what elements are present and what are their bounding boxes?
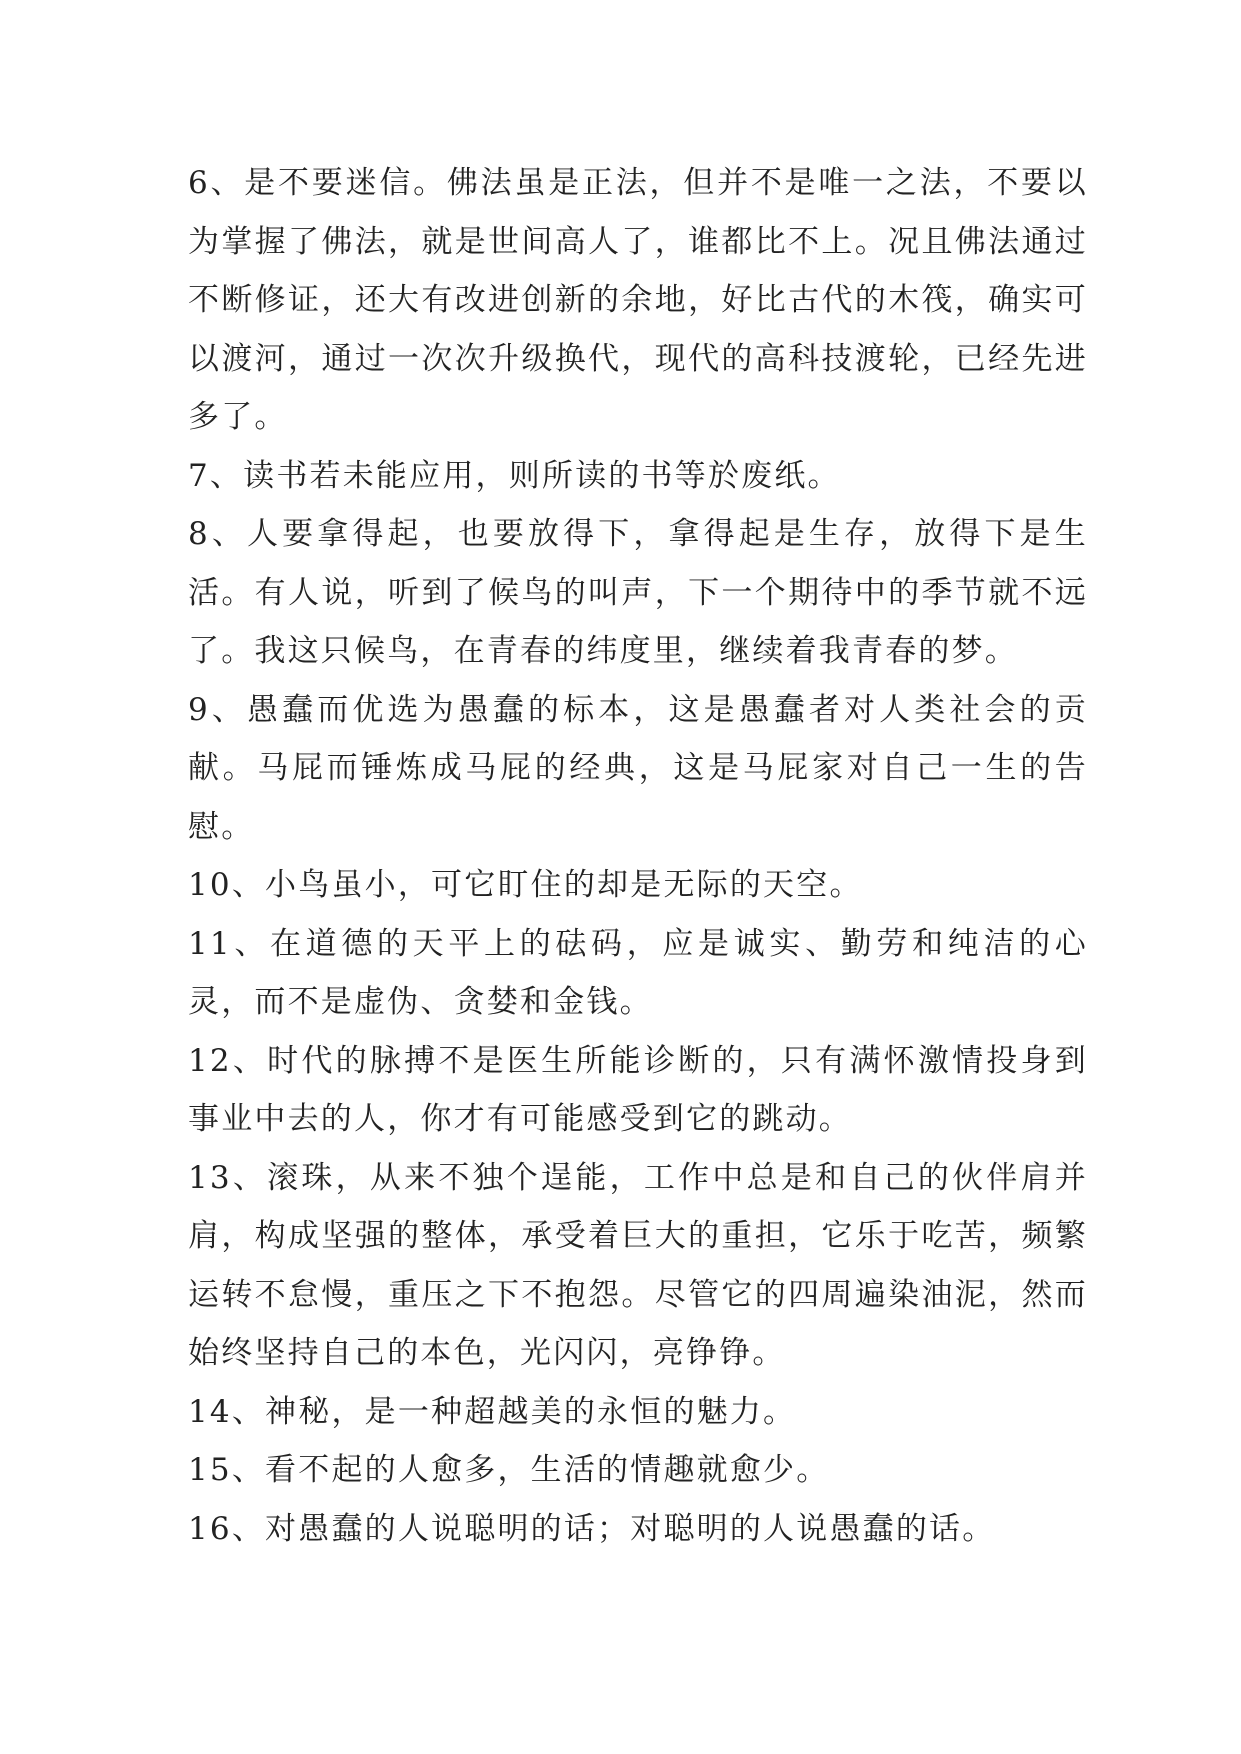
quote-item-16: 16、对愚蠢的人说聪明的话；对聪明的人说愚蠢的话。 [188,1510,996,1547]
quote-item-10: 10、小鸟虽小，可它盯住的却是无际的天空。 [188,867,863,903]
quote-item-15: 15、看不起的人愈多，生活的情趣就愈少。 [188,1452,830,1488]
quote-item-6: 6、是不要迷信。佛法虽是正法，但并不是唯一之法，不要以为掌握了佛法，就是世间高人了，谁都比不上。况且佛法通过不断修证，还大有改进创新的余地，好比古代的木筏，确实可以渡河，通过一次次升级换代，现代的高科技渡轮，已经先进多了。 [188,165,1088,435]
quote-item-9: 9、愚蠢而优选为愚蠢的标本，这是愚蠢者对人类社会的贡献。马屁而锤炼成马屁的经典，这是马屁家对自己一生的告慰。 [188,691,1088,845]
quote-item-7: 7、读书若未能应用，则所读的书等於废纸。 [188,457,841,494]
quote-item-11: 11、在道德的天平上的砝码，应是诚实、勤劳和纯洁的心灵，而不是虚伪、贪婪和金钱。 [188,925,1088,1020]
quote-item-8: 8、人要拿得起，也要放得下，拿得起是生存，放得下是生活。有人说，听到了候鸟的叫声，下一个期待中的季节就不远了。我这只候鸟，在青春的纬度里，继续着我青春的梦。 [188,516,1088,669]
document-body [188,154,1088,1558]
quote-item-14: 14、神秘，是一种超越美的永恒的魅力。 [188,1393,797,1430]
quote-item-12: 12、时代的脉搏不是医生所能诊断的，只有满怀激情投身到事业中去的人，你才有可能感受到它的跳动。 [188,1042,1088,1137]
quote-item-13: 13、滚珠，从来不独个逞能，工作中总是和自己的伙伴肩并肩，构成坚强的整体，承受着巨大的重担，它乐于吃苦，频繁运转不怠慢，重压之下不抱怨。尽管它的四周遍染油泥，然而始终坚持自己的本色，光闪闪，亮铮铮。 [188,1159,1088,1371]
